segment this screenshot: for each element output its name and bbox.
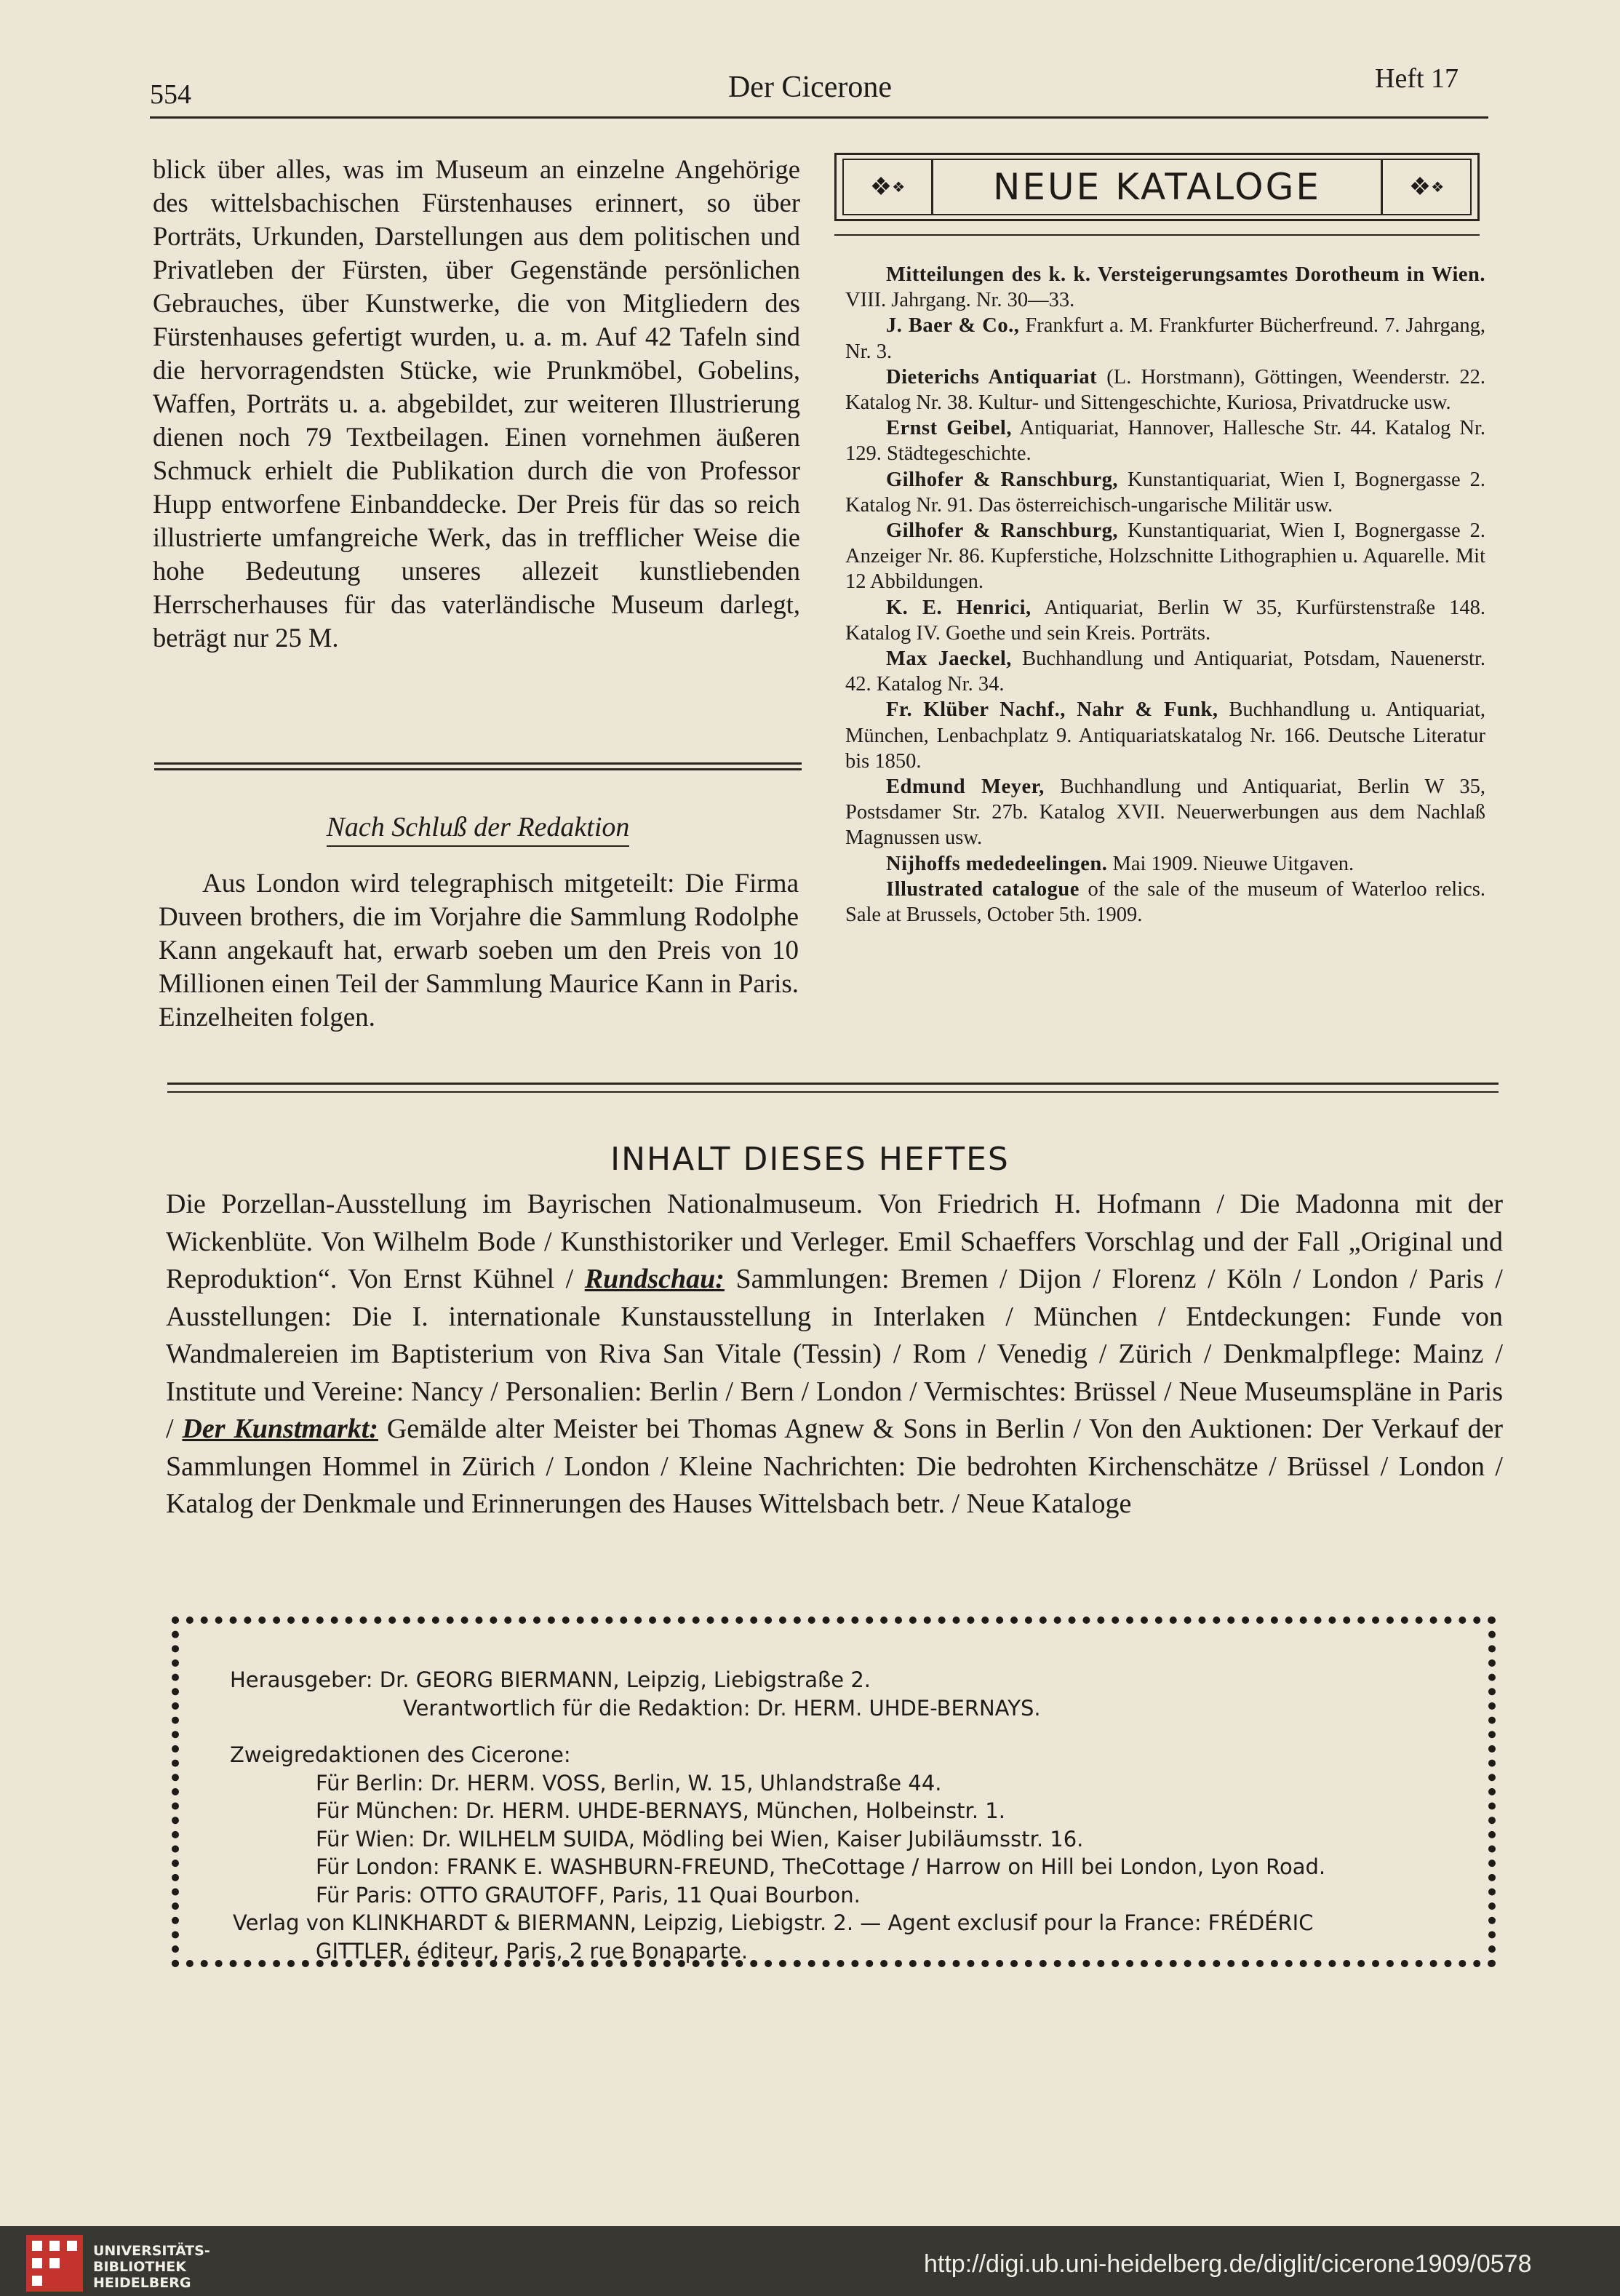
catalog-heading-title: NEUE KATALOGE [931, 160, 1383, 214]
stop-press-title: Nach Schluß der Redaktion [327, 812, 630, 847]
catalog-entry [845, 774, 1485, 851]
verlag-line: Verlag von KLINKHARDT & BIERMANN, Leipzig, Liebigstr. 2. — Agent exclusif pour la France: FRÉDÉRIC [233, 1910, 1314, 1935]
catalog-entry-text: Buchhandlung und Antiquariat, Berlin W 35, Postsdamer Str. 27b. Katalog XVII. Neuerwerbungen aus dem Nachlaß Magnussen usw. [845, 776, 1485, 850]
catalog-entry-name: J. Baer & Co., [886, 314, 1020, 338]
catalog-entry-name: Nijhoffs mededeelingen. [886, 852, 1108, 875]
catalog-entry [845, 467, 1485, 518]
branch-line: Für München: Dr. HERM. UHDE-BERNAYS, München, Holbeinstr. 1. [316, 1798, 1005, 1823]
contents-divider-bottom [167, 1091, 1499, 1093]
catalog-entry-text: Antiquariat, Hannover, Hallesche Str. 44. Katalog Nr. 129. Städtegeschichte. [845, 417, 1485, 466]
branch-line: Für London: FRANK E. WASHBURN-FREUND, TheCottage / Harrow on Hill bei London, Lyon Road. [316, 1854, 1326, 1879]
university-library-logo-icon [26, 2235, 83, 2292]
responsible-line: Verantwortlich für die Redaktion: Dr. HERM. UHDE-BERNAYS. [403, 1695, 1041, 1721]
catalog-entry [845, 313, 1485, 364]
catalog-entry-name: Fr. Klüber Nachf., Nahr & Funk, [886, 698, 1218, 722]
issue-label: Heft 17 [1375, 63, 1459, 94]
section-divider [154, 762, 802, 770]
contents-divider-top [167, 1083, 1499, 1085]
catalog-entry-text: Kunstantiquariat, Wien I, Bognergasse 2. Katalog Nr. 91. Das österreichisch-ungarische Militär usw. [845, 468, 1485, 517]
header-rule [150, 116, 1488, 119]
catalog-entry-name: Gilhofer & Ranschburg, [886, 519, 1119, 543]
catalog-entry-name: Max Jaeckel, [886, 647, 1012, 671]
page-number: 554 [150, 79, 191, 110]
catalog-entry-name: Illustrated catalogue [886, 877, 1080, 901]
left-column-text [153, 153, 800, 655]
catalog-entry-name: Mitteilungen des k. k. Versteigerungsamtes Dorotheum in Wien. [886, 263, 1485, 286]
catalog-entry-text: of the sale of the museum of Waterloo relics. Sale at Brussels, October 5th. 1909. [845, 877, 1485, 927]
contents-part-3: Gemälde alter Meister bei Thomas Agnew & Sons in Berlin / Von den Auktionen: Der Verkauf der Sammlungen Hommel in Zürich / London / Kleine Nachrichten: Die bedrohten Kirchenschätze / Brüssel / London / Katalog der Denkmale und Erinnerungen des Hauses Wittelsbach betr. / Neue Kataloge [166, 1414, 1503, 1519]
stop-press-heading [154, 811, 802, 843]
catalog-entry-text: Buchhandlung u. Antiquariat, München, Lenbachplatz 9. Antiquariatskatalog Nr. 166. Deutsche Literatur bis 1850. [845, 698, 1486, 773]
catalog-entry [845, 877, 1485, 928]
branch-line: Für Wien: Dr. WILHELM SUIDA, Mödling bei Wien, Kaiser Jubiläumsstr. 16. [316, 1826, 1084, 1851]
catalog-entry-text: Buchhandlung und Antiquariat, Potsdam, Nauenerstr. 42. Katalog Nr. 34. [845, 647, 1485, 696]
catalog-entry [845, 697, 1485, 774]
running-title: Der Cicerone [727, 71, 893, 104]
catalog-entry-text: Mai 1909. Nieuwe Uitgaven. [1107, 852, 1354, 875]
rundschau-label: Rundschau: [584, 1264, 725, 1294]
catalog-heading-rule [834, 234, 1480, 236]
contents-text [166, 1186, 1503, 1523]
catalog-entry-name: Gilhofer & Ranschburg, [886, 468, 1119, 491]
catalog-entry-name: Ernst Geibel, [886, 417, 1012, 440]
catalog-entry-text: Kunstantiquariat, Wien I, Bognergasse 2. Anzeiger Nr. 86. Kupferstiche, Holzschnitte Lithographien u. Aquarelle. Mit 12 Abbildungen. [845, 519, 1485, 594]
catalog-heading-box [842, 159, 1472, 215]
kunstmarkt-label: Der Kunstmarkt: [182, 1414, 378, 1444]
library-name: UNIVERSITÄTS- BIBLIOTHEK HEIDELBERG [93, 2243, 210, 2291]
catalog-entry-text: VIII. Jahrgang. Nr. 30—33. [845, 289, 1075, 312]
source-url-link[interactable]: http://digi.ub.uni-heidelberg.de/diglit/cicerone1909/0578 [924, 2250, 1532, 2278]
ornament-left-icon: ❖ ❖ [869, 174, 906, 201]
catalog-entry-name: K. E. Henrici, [886, 596, 1032, 619]
catalog-entry [845, 595, 1485, 646]
catalog-entry [845, 262, 1485, 313]
contents-part-2: Sammlungen: Bremen / Dijon / Florenz / Köln / London / Paris / Ausstellungen: Die I. internationale Kunstausstellung in Interlaken / München / Entdeckungen: Funde von Wandmalereien im Baptisterium von Riva San Vitale (Tessin) / Rom / Venedig / Zürich / Denkmalpflege: Mainz / Institute und Vereine: Nancy / Personalien: Berlin / Bern / London / Vermischtes: Brüssel / Neue Museumspläne in Paris / [166, 1264, 1503, 1444]
ornament-right-icon: ❖ ❖ [1408, 174, 1445, 201]
catalog-entry [845, 518, 1485, 595]
catalog-list [845, 262, 1485, 928]
catalog-entry-text: (L. Horstmann), Göttingen, Weenderstr. 22. Katalog Nr. 38. Kultur- und Sittengeschichte, Kuriosa, Privatdrucke usw. [845, 365, 1486, 415]
stop-press-text: Aus London wird telegraphisch mitgeteilt: Die Firma Duveen brothers, die im Vorjahre die Sammlung Rodolphe Kann angekauft hat, erwarb soeben um den Preis von 10 Millionen einen Teil der Sammlung Maurice Kann in Paris. Einzelheiten folgen. [159, 869, 799, 1032]
contents-part-1: Die Porzellan-Ausstellung im Bayrischen Nationalmuseum. Von Friedrich H. Hofmann / Die Madonna mit der Wickenblüte. Von Wilhelm Bode / Kunsthistoriker und Verleger. Emil Schaeffers Vorschlag und der Fall „Original und Reproduktion“. Von Ernst Kühnel / [166, 1189, 1503, 1294]
catalog-entry [845, 415, 1485, 466]
contents-title: INHALT DIESES HEFTES [610, 1141, 1010, 1178]
verlag-line-2: GITTLER, éditeur, Paris, 2 rue Bonaparte. [316, 1938, 749, 1964]
branch-line: Für Paris: OTTO GRAUTOFF, Paris, 11 Quai Bourbon. [316, 1882, 861, 1908]
impressum [230, 1666, 1481, 1965]
branches-title: Zweigredaktionen des Cicerone: [230, 1742, 571, 1767]
branch-line: Für Berlin: Dr. HERM. VOSS, Berlin, W. 15, Uhlandstraße 44. [316, 1770, 942, 1795]
catalog-entry-text: Frankfurt a. M. Frankfurter Bücherfreund. 7. Jahrgang, Nr. 3. [845, 314, 1485, 363]
museum-paragraph: blick über alles, was im Museum an einzelne Angehörige des wittelsbachischen Fürstenhauses erinnert, so über Porträts, Urkunden, Darstellungen aus dem politischen und Privatleben der Fürsten, über Gegenstände persönlichen Gebrauches, über Kunstwerke, die von Mitgliedern des Fürstenhauses gefertigt wurden, u. a. m. Auf 42 Tafeln sind die hervorragendsten Stücke, wie Prunkmöbel, Gobelins, Waffen, Porträts u. a. abgebildet, zur weiteren Illustrierung dienen noch 79 Textbeilagen. Einen vornehmen äußeren Schmuck erhielt die Publikation durch die von Professor Hupp entworfene Einbanddecke. Der Preis für das so reich illustrierte umfangreiche Werk, das in trefflicher Weise die hohe Bedeutung unseres allezeit kunstliebenden Herrscherhauses für das vaterländische Museum darlegt, beträgt nur 25 M. [153, 154, 800, 653]
publisher-line: Herausgeber: Dr. GEORG BIERMANN, Leipzig, Liebigstraße 2. [230, 1667, 871, 1692]
catalog-entry [845, 646, 1485, 697]
stop-press-body [159, 867, 799, 1035]
catalog-entry [845, 851, 1485, 877]
catalog-entry [845, 364, 1485, 415]
catalog-entry-name: Edmund Meyer, [886, 776, 1045, 799]
catalog-entry-name: Dieterichs Antiquariat [886, 365, 1098, 388]
catalog-entry-text: Antiquariat, Berlin W 35, Kurfürstenstraße 148. Katalog IV. Goethe und sein Kreis. Porträts. [845, 596, 1486, 645]
